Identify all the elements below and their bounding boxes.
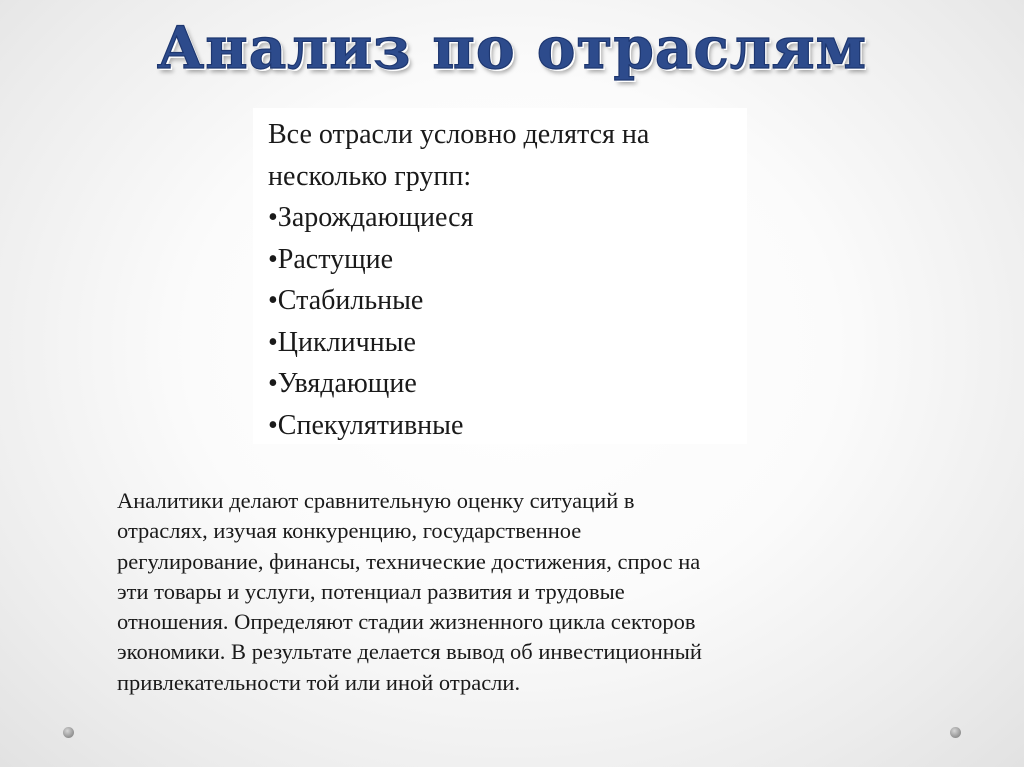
group-item-stable: •Стабильные (268, 285, 424, 316)
corner-dot-left (63, 727, 74, 738)
analysis-paragraph (117, 486, 907, 698)
group-item-speculative: •Спекулятивные (268, 409, 464, 441)
paragraph-line: привлекательности той или иной отрасли. (117, 669, 521, 695)
group-item-emerging: •Зарождающиеся (268, 202, 474, 233)
slide-title: Анализ по отраслям (157, 14, 867, 82)
intro-line-2: несколько групп: (268, 160, 472, 192)
paragraph-line: экономики. В результате делается вывод об инвестиционный (117, 639, 702, 665)
group-item-declining: •Увядающие (268, 368, 417, 399)
group-item-growing: •Растущие (268, 243, 394, 275)
paragraph-line: регулирование, финансы, технические достижения, спрос на (117, 548, 701, 574)
paragraph-line: Аналитики делают сравнительную оценку ситуаций в (117, 488, 635, 513)
paragraph-line: отраслях, изучая конкуренцию, государственное (117, 518, 582, 544)
corner-dot-right (950, 727, 961, 738)
paragraph-line: эти товары и услуги, потенциал развития и трудовые (117, 578, 625, 604)
industry-groups-box (253, 108, 747, 444)
intro-line-1: Все отрасли условно делятся на (268, 119, 650, 150)
group-item-cyclical: •Цикличные (268, 326, 416, 358)
industry-groups-list (268, 114, 743, 446)
paragraph-line: отношения. Определяют стадии жизненного цикла секторов (117, 609, 696, 635)
